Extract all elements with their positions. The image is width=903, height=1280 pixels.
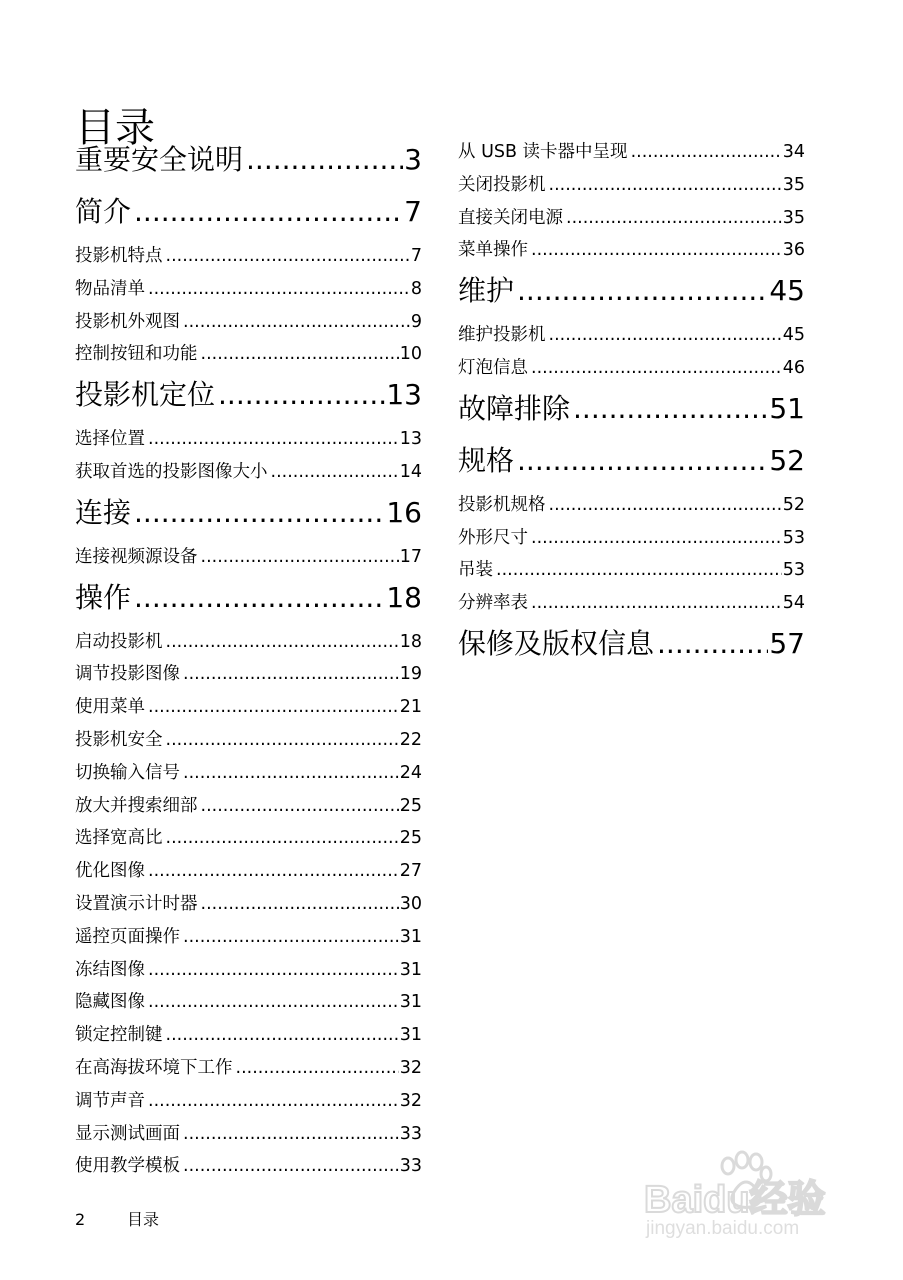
toc-chapter-entry[interactable]	[75, 574, 422, 626]
toc-entry-title: 连接	[75, 495, 132, 529]
footer-label: 目录	[127, 1210, 160, 1229]
toc-entry-title: 关闭投影机	[458, 174, 546, 195]
toc-entry-page-number: 34	[782, 142, 805, 162]
toc-entry-title: 选择宽高比	[75, 828, 163, 849]
dot-leader	[148, 691, 399, 724]
toc-section-entry[interactable]	[458, 554, 805, 587]
dot-leader	[201, 888, 399, 921]
watermark-url: jingyan.baidu.com	[646, 1218, 800, 1239]
toc-section-entry[interactable]	[75, 790, 422, 823]
toc-entry-page-number: 21	[399, 697, 422, 718]
toc-chapter-entry[interactable]	[458, 385, 805, 437]
toc-entry-page-number: 3	[404, 143, 422, 176]
toc-section-entry[interactable]	[75, 1150, 422, 1183]
toc-entry-title: 遥控页面操作	[75, 926, 180, 947]
toc-section-entry[interactable]	[458, 587, 805, 620]
dot-leader	[166, 240, 410, 273]
dot-leader	[166, 626, 399, 659]
toc-section-entry[interactable]	[75, 541, 422, 574]
toc-entry-title: 启动投影机	[75, 631, 163, 652]
toc-entry-page-number: 54	[782, 593, 805, 614]
toc-entry-page-number: 8	[410, 278, 422, 299]
toc-section-entry[interactable]	[458, 522, 805, 555]
page-footer	[75, 1209, 159, 1231]
toc-section-entry[interactable]	[458, 169, 805, 202]
toc-section-entry[interactable]	[75, 423, 422, 456]
baidu-jingyan-watermark	[640, 1148, 870, 1240]
dot-leader	[271, 456, 399, 489]
toc-section-entry[interactable]	[75, 954, 422, 987]
dot-leader	[183, 757, 399, 790]
toc-entry-page-number: 31	[399, 959, 422, 980]
toc-entry-title: 投影机外观图	[75, 311, 180, 332]
toc-entry-page-number: 35	[782, 207, 805, 228]
toc-entry-page-number: 14	[399, 461, 422, 482]
toc-entry-page-number: 53	[782, 527, 805, 548]
toc-entry-title: 故障排除	[458, 391, 571, 425]
toc-section-entry[interactable]	[75, 1052, 422, 1085]
toc-entry-title: 切换输入信号	[75, 762, 180, 783]
toc-entry-title: 显示测试画面	[75, 1123, 180, 1144]
toc-chapter-entry[interactable]	[458, 267, 805, 319]
dot-leader	[573, 389, 768, 429]
toc-entry-title: 调节声音	[75, 1090, 145, 1111]
toc-entry-title: 规格	[458, 443, 515, 477]
toc-section-entry[interactable]	[75, 658, 422, 691]
toc-entry-title: 投影机规格	[458, 494, 546, 515]
toc-section-entry[interactable]	[75, 724, 422, 757]
toc-entry-page-number: 18	[386, 580, 422, 614]
toc-entry-title: 隐藏图像	[75, 992, 145, 1013]
toc-entry-page-number: 7	[410, 246, 422, 266]
dot-leader	[657, 624, 768, 664]
toc-entry-title: 物品清单	[75, 278, 145, 299]
toc-entry-page-number: 52	[769, 443, 805, 477]
toc-entry-title: 吊装	[458, 560, 493, 581]
toc-section-entry[interactable]	[75, 986, 422, 1019]
dot-leader	[166, 822, 399, 855]
toc-entry-title: 投影机定位	[75, 378, 216, 412]
toc-entry-title: 选择位置	[75, 429, 145, 450]
toc-entry-title: 设置演示计时器	[75, 893, 198, 914]
dot-leader	[183, 1150, 399, 1183]
toc-right-column	[458, 136, 805, 672]
dot-leader	[166, 1019, 399, 1052]
toc-entry-page-number: 51	[769, 391, 805, 425]
toc-section-entry[interactable]	[75, 1019, 422, 1052]
dot-leader	[201, 338, 399, 371]
dot-leader	[496, 554, 782, 587]
toc-chapter-entry[interactable]	[75, 188, 422, 240]
dot-leader	[549, 319, 782, 352]
toc-entry-page-number: 16	[386, 495, 422, 529]
dot-leader	[236, 1052, 399, 1085]
toc-entry-page-number: 30	[399, 893, 422, 914]
dot-leader	[201, 790, 399, 823]
toc-chapter-entry[interactable]	[75, 489, 422, 541]
toc-entry-page-number: 22	[399, 729, 422, 750]
toc-entry-page-number: 13	[386, 378, 422, 412]
toc-entry-page-number: 9	[410, 311, 422, 332]
toc-entry-page-number: 57	[769, 626, 805, 660]
dot-leader	[531, 234, 782, 267]
dot-leader	[246, 140, 403, 180]
toc-section-entry[interactable]	[458, 234, 805, 267]
toc-section-entry[interactable]	[75, 888, 422, 921]
dot-leader	[201, 541, 399, 574]
dot-leader	[148, 273, 410, 306]
toc-entry-page-number: 25	[399, 828, 422, 849]
dot-leader	[134, 192, 403, 232]
dot-leader	[531, 522, 782, 555]
dot-leader	[148, 1085, 399, 1118]
toc-entry-page-number: 32	[399, 1057, 422, 1078]
dot-leader	[517, 271, 768, 311]
toc-section-entry[interactable]	[458, 136, 805, 169]
toc-section-entry[interactable]	[75, 456, 422, 489]
toc-entry-page-number: 10	[399, 344, 422, 365]
toc-entry-page-number: 24	[399, 762, 422, 783]
toc-entry-page-number: 32	[399, 1090, 422, 1111]
toc-section-entry[interactable]	[75, 1118, 422, 1151]
toc-entry-page-number: 36	[782, 240, 805, 261]
dot-leader	[549, 489, 782, 522]
toc-section-entry[interactable]	[458, 319, 805, 352]
toc-entry-page-number: 53	[782, 560, 805, 581]
dot-leader	[549, 169, 782, 202]
dot-leader	[531, 352, 782, 385]
paw-logo-icon	[640, 1148, 870, 1240]
dot-leader	[148, 423, 399, 456]
dot-leader	[148, 855, 399, 888]
toc-section-entry[interactable]	[75, 273, 422, 306]
toc-section-entry[interactable]	[75, 757, 422, 790]
toc-entry-page-number: 25	[399, 795, 422, 816]
toc-entry-title: 在高海拔环境下工作	[75, 1057, 233, 1078]
toc-entry-page-number: 27	[399, 861, 422, 882]
toc-section-entry[interactable]	[75, 1085, 422, 1118]
toc-section-entry[interactable]	[75, 921, 422, 954]
toc-section-entry[interactable]	[75, 306, 422, 339]
toc-entry-page-number: 31	[399, 1025, 422, 1046]
toc-entry-title: 优化图像	[75, 861, 145, 882]
watermark-brand: Baidu经验	[644, 1179, 826, 1221]
toc-entry-title: 使用菜单	[75, 697, 145, 718]
toc-entry-page-number: 46	[782, 357, 805, 378]
toc-entry-title: 维护	[458, 274, 515, 308]
toc-section-entry[interactable]	[75, 822, 422, 855]
toc-chapter-entry[interactable]	[75, 371, 422, 423]
page-title: 目录	[75, 104, 155, 151]
dot-leader	[148, 954, 399, 987]
toc-entry-title: 连接视频源设备	[75, 546, 198, 567]
toc-section-entry[interactable]	[75, 626, 422, 659]
toc-section-entry[interactable]	[75, 338, 422, 371]
toc-entry-page-number: 33	[399, 1123, 422, 1144]
toc-entry-title: 冻结图像	[75, 959, 145, 980]
toc-entry-title: 重要安全说明	[75, 143, 244, 176]
toc-entry-page-number: 35	[782, 174, 805, 195]
toc-entry-title: 操作	[75, 580, 132, 614]
toc-entry-title: 投影机安全	[75, 729, 163, 750]
toc-entry-title: 锁定控制键	[75, 1025, 163, 1046]
toc-entry-page-number: 17	[399, 546, 422, 567]
dot-leader	[631, 136, 782, 169]
toc-entry-title: 获取首选的投影图像大小	[75, 461, 268, 482]
toc-entry-title: 投影机特点	[75, 246, 163, 266]
dot-leader	[183, 1118, 399, 1151]
toc-entry-page-number: 45	[782, 325, 805, 346]
toc-entry-page-number: 52	[782, 494, 805, 515]
dot-leader	[517, 441, 768, 481]
page-number: 2	[75, 1210, 86, 1229]
dot-leader	[218, 375, 385, 415]
dot-leader	[166, 724, 399, 757]
toc-entry-title: 从 USB 读卡器中呈现	[458, 142, 628, 162]
dot-leader	[183, 658, 399, 691]
toc-entry-title: 菜单操作	[458, 240, 528, 261]
toc-chapter-entry[interactable]	[458, 620, 805, 672]
toc-entry-title: 灯泡信息	[458, 357, 528, 378]
toc-entry-title: 简介	[75, 195, 132, 228]
toc-entry-page-number: 7	[404, 195, 422, 228]
dot-leader	[134, 493, 385, 533]
toc-section-entry[interactable]	[458, 202, 805, 235]
toc-chapter-entry[interactable]	[458, 437, 805, 489]
toc-section-entry[interactable]	[458, 352, 805, 385]
toc-entry-page-number: 31	[399, 926, 422, 947]
toc-section-entry[interactable]	[75, 240, 422, 273]
toc-section-entry[interactable]	[458, 489, 805, 522]
toc-entry-page-number: 19	[399, 664, 422, 685]
dot-leader	[134, 578, 385, 618]
toc-entry-title: 调节投影图像	[75, 664, 180, 685]
toc-entry-title: 控制按钮和功能	[75, 344, 198, 365]
toc-entry-title: 放大并搜索细部	[75, 795, 198, 816]
toc-entry-page-number: 33	[399, 1156, 422, 1177]
dot-leader	[183, 306, 410, 339]
toc-left-column	[75, 136, 422, 1183]
dot-leader	[148, 986, 399, 1019]
dot-leader	[566, 202, 782, 235]
toc-entry-title: 维护投影机	[458, 325, 546, 346]
toc-entry-title: 保修及版权信息	[458, 626, 655, 660]
toc-entry-title: 外形尺寸	[458, 527, 528, 548]
toc-section-entry[interactable]	[75, 691, 422, 724]
toc-entry-title: 使用教学模板	[75, 1156, 180, 1177]
toc-entry-page-number: 18	[399, 631, 422, 652]
toc-chapter-entry[interactable]	[75, 136, 422, 188]
toc-entry-title: 分辨率表	[458, 593, 528, 614]
toc-entry-page-number: 45	[769, 274, 805, 308]
toc-section-entry[interactable]	[75, 855, 422, 888]
dot-leader	[531, 587, 782, 620]
toc-entry-title: 直接关闭电源	[458, 207, 563, 228]
toc-entry-page-number: 13	[399, 429, 422, 450]
dot-leader	[183, 921, 399, 954]
toc-entry-page-number: 31	[399, 992, 422, 1013]
